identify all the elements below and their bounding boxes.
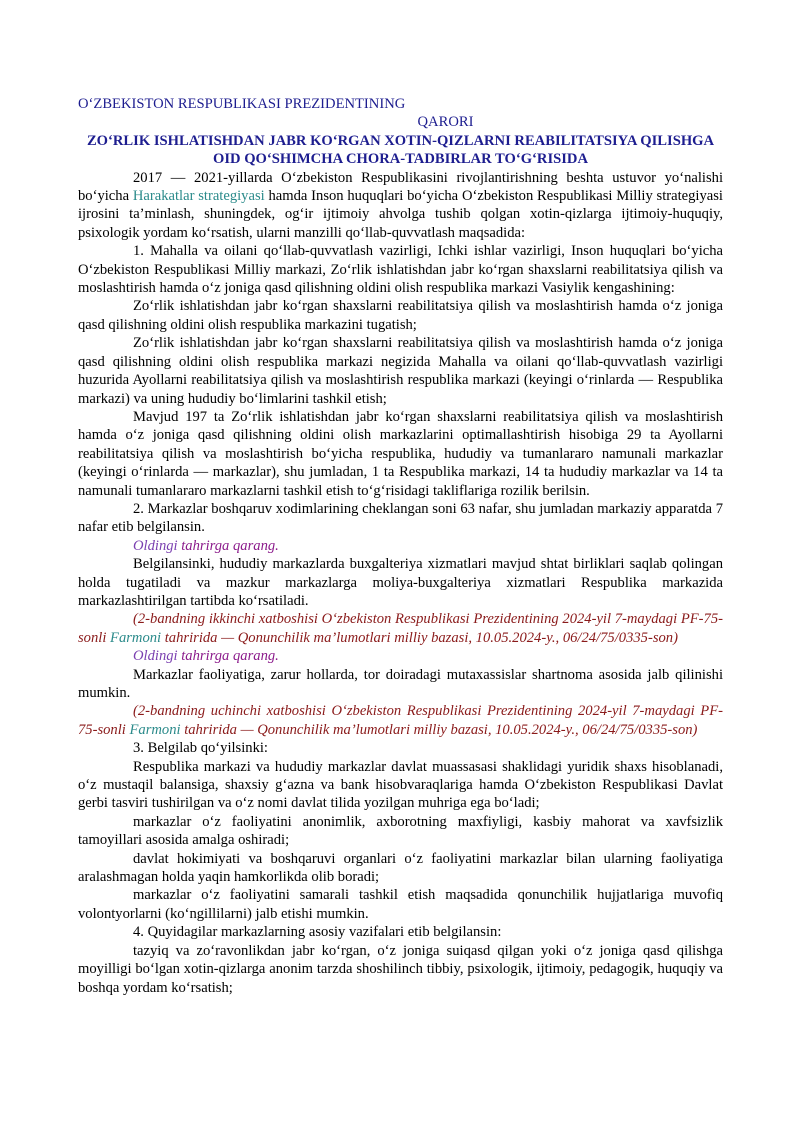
clause-2-paragraph-2: Belgilansinki, hududiy markazlarda buxgalteriya xizmatlari mavjud shtat birliklari saqlab qolingan holda tugatiladi va mazkur markazlarga moliya-buxgalteriya xizmatlari Respublika markazida markazlashtirilgan tartibda ko‘rsatiladi.	[78, 556, 723, 609]
amendment-note-2-end: tahririda — Qonunchilik ma’lumotlari milliy bazasi, 10.05.2024-y., 06/24/75/0335-son)	[180, 721, 698, 738]
decree-link-1[interactable]: Farmoni	[110, 629, 162, 646]
amendment-note-1-start: (2-bandning ikkinchi xatboshisi O‘zbekiston Respublikasi Prezidentining 2024-yil 7-maydagi PF-75-sonli	[78, 611, 723, 646]
preamble	[78, 169, 723, 243]
preamble-text-start: 2017 — 2021-yillarda O‘zbekiston Respublikasini rivojlantirishning beshta ustuvor yo‘nalishi bo‘yicha	[78, 169, 723, 205]
clause-3: 3. Belgilab qo‘yilsinki:	[133, 740, 268, 757]
previous-edition-note-1	[78, 537, 723, 555]
clause-1-item-a: Zo‘rlik ishlatishdan jabr ko‘rgan shaxslarni reabilitatsiya qilish va moslashtirish hamda o‘z joniga qasd qilishning oldini olish respublika markazini tugatish;	[78, 298, 723, 333]
amendment-note-2-start: (2-bandning uchinchi xatboshisi O‘zbekiston Respublikasi Prezidentining 2024-yil 7-maydagi PF-75-sonli	[78, 703, 723, 738]
clause-2: 2. Markazlar boshqaruv xodimlarining cheklangan soni 63 nafar, shu jumladan markaziy apparatda 7 nafar etib belgilansin.	[78, 500, 723, 536]
clause-4: 4. Quyidagilar markazlarning asosiy vazifalari etib belgilansin:	[133, 924, 502, 941]
preamble-text-end: hamda Inson huquqlari bo‘yicha O‘zbekiston Respublikasi Milliy strategiyasi ijrosini ta’minlash, shuningdek, og‘ir ijtimoiy ahvolga tushib qolgan xotin-qizlarga ijtimoiy-huquqiy, psixologik yordam ko‘rsatish, ularni manzilli qo‘llab-quvvatlash maqsadida:	[78, 188, 723, 241]
previous-edition-note-2	[78, 647, 723, 665]
clause-3-item-a: Respublika markazi va hududiy markazlar davlat muassasasi shaklidagi yuridik shaxs hisoblanadi, o‘z mustaqil balansiga, shaxsiy g‘azna va bank hisobvaraqlariga hamda O‘zbekiston Respublikasi Davlat gerbi tasviri tushirilgan va o‘z nomi davlat tilida yozilgan muhriga ega bo‘ladi;	[78, 758, 723, 812]
issuing-authority: O‘ZBEKISTON RESPUBLIKASI PREZIDENTINING	[78, 96, 406, 112]
clause-3-item-d: markazlar o‘z faoliyatini samarali tashkil etish maqsadida qonunchilik hujjatlariga muvofiq volontyorlarni (ko‘ngillilarni) jalb etishi mumkin.	[78, 887, 723, 922]
previous-edition-text-2: tahrirga qarang.	[177, 648, 279, 665]
clause-1-item-c: Mavjud 197 ta Zo‘rlik ishlatishdan jabr ko‘rgan shaxslarni reabilitatsiya qilish va moslashtirish hamda o‘z joniga qasd qilishning oldini olish markazlarini optimallashtirish hisobiga 29 ta Ayollarni reabilitatsiya qilish va moslashtirish bo‘yicha respublika, hududiy va tumanlararo namunali markazlar (keyingi o‘rinlarda — markazlar), shu jumladan, 1 ta Respublika markazi, 14 ta hududiy markazlar va 14 ta namunali tumanlararo markazlarni tashkil etish to‘g‘risidagi takliflariga rozilik berilsin.	[78, 408, 723, 499]
previous-edition-link-2[interactable]: Oldingi	[133, 648, 178, 665]
clause-1-item-b: Zo‘rlik ishlatishdan jabr ko‘rgan shaxslarni reabilitatsiya qilish va moslashtirish hamda o‘z joniga qasd qilishning oldini olish respublika markazi negizida Mahalla va oilani qo‘llab-quvvatlash vazirligi huzurida Ayollarni reabilitatsiya qilish va moslashtirish respublika markazi (keyingi o‘rinlarda — Respublika markazi) va uning hududiy bo‘limlarini tashkil etish;	[78, 335, 723, 407]
document-page	[78, 95, 723, 997]
document-title: ZO‘RLIK ISHLATISHDAN JABR KO‘RGAN XOTIN-QIZLARNI REABILITATSIYA QILISHGA OID QO‘SHIMCHA CHORA-TADBIRLAR TO‘G‘RISIDA	[86, 132, 715, 168]
clause-2-paragraph-3: Markazlar faoliyatiga, zarur hollarda, tor doiradagi mutaxassislar shartnoma asosida jalb qilinishi mumkin.	[78, 666, 723, 701]
clause-3-item-b: markazlar o‘z faoliyatini anonimlik, axborotning maxfiyligi, kasbiy mahorat va xavfsizlik tamoyillari asosida amalga oshiradi;	[78, 813, 723, 849]
previous-edition-link-1[interactable]: Oldingi	[133, 537, 178, 554]
clause-4-item-a: tazyiq va zo‘ravonlikdan jabr ko‘rgan, o‘z joniga suiqasd qilgan yoki o‘z joniga qasd qilishga moyilligi bo‘lgan xotin-qizlarga anonim tarzda shoshilinch tibbiy, psixologik, ijtimoiy, pedagogik, huquqiy va boshqa yordam ko‘rsatish;	[78, 942, 723, 996]
amendment-note-1-end: tahririda — Qonunchilik ma’lumotlari milliy bazasi, 10.05.2024-y., 06/24/75/0335-son)	[161, 629, 678, 646]
strategy-link[interactable]: Harakatlar strategiyasi	[132, 188, 265, 205]
document-type: QARORI	[417, 114, 474, 131]
amendment-note-2	[78, 702, 723, 739]
previous-edition-text-1: tahrirga qarang.	[177, 537, 279, 554]
decree-link-2[interactable]: Farmoni	[129, 721, 181, 738]
clause-1: 1. Mahalla va oilani qo‘llab-quvvatlash vazirligi, Ichki ishlar vazirligi, Inson huquqlari bo‘yicha O‘zbekiston Respublikasi Milliy markazi, Zo‘rlik ishlatishdan jabr ko‘rgan shaxslarni reabilitatsiya qilish va moslashtirish hamda o‘z joniga qasd qilishning oldini olish respublika markazi Vasiylik kengashining:	[78, 243, 723, 297]
amendment-note-1	[78, 610, 723, 647]
clause-3-item-c: davlat hokimiyati va boshqaruvi organlari o‘z faoliyatini markazlar bilan ularning faoliyatiga aralashmagan holda yaqin hamkorlikda olib boradi;	[78, 850, 723, 886]
